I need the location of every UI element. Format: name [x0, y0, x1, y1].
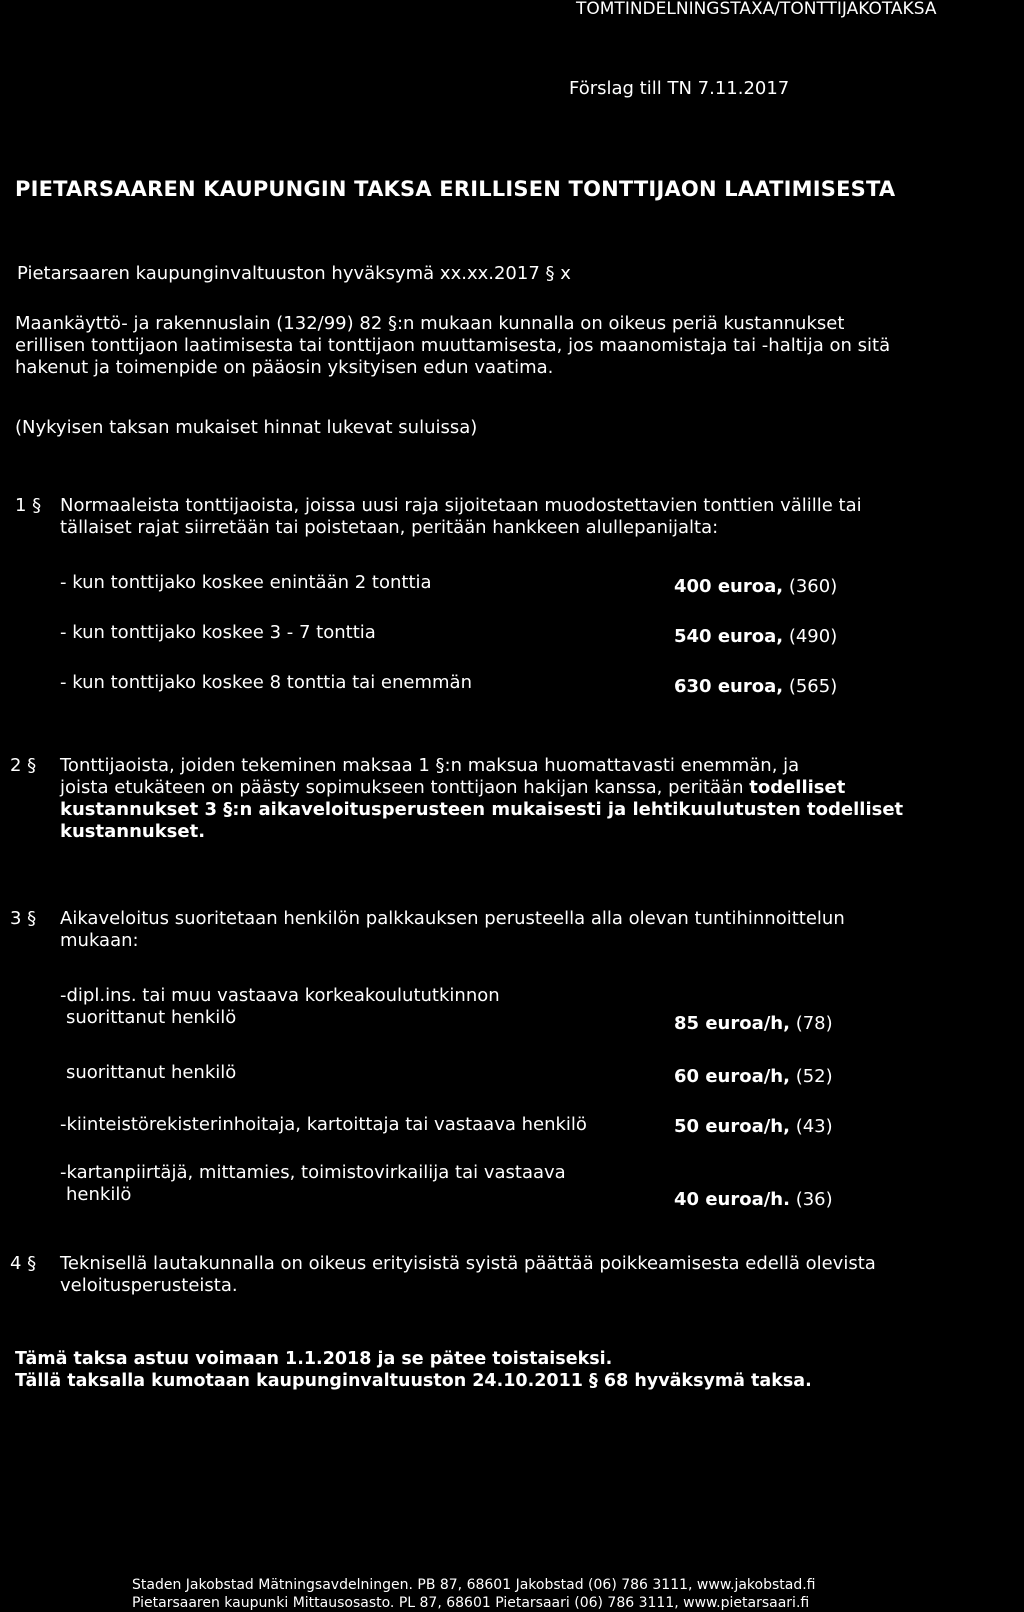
- fee-item-label: - kun tonttijako koskee 8 tonttia tai enemmän: [60, 672, 472, 693]
- fee-item-label: - kun tonttijako koskee 3 - 7 tonttia: [60, 622, 376, 643]
- document-title: PIETARSAAREN KAUPUNGIN TAKSA ERILLISEN TONTTIJAON LAATIMISESTA: [15, 177, 896, 201]
- intro-line-1: Maankäyttö- ja rakennuslain (132/99) 82 §:n mukaan kunnalla on oikeus periä kustannukset: [15, 313, 845, 334]
- rate-item-amount: 85 euroa/h, (78): [674, 1013, 833, 1034]
- footer-swedish: Staden Jakobstad Mätningsavdelningen. PB 87, 68601 Jakobstad (06) 786 3111, www.jakobstad.fi: [132, 1577, 816, 1593]
- section-2-line-1: Tonttijaoista, joiden tekeminen maksaa 1 §:n maksua huomattavasti enemmän, ja: [60, 755, 800, 776]
- section-2-text: [60, 755, 903, 843]
- fee-item-amount: 400 euroa, (360): [674, 576, 838, 597]
- fee-item-amount: 630 euroa, (565): [674, 676, 838, 697]
- section-1-line-2: tällaiset rajat siirretään tai poistetaan, peritään hankkeen alullepanijalta:: [60, 517, 719, 538]
- section-1-line-1: Normaaleista tonttijaoista, joissa uusi raja sijoitetaan muodostettavien tonttien välille tai: [60, 495, 862, 516]
- closing-statement: [15, 1348, 812, 1392]
- section-2-line-2: joista etukäteen on päästy sopimukseen tonttijaon hakijan kanssa, peritään todelliset: [60, 777, 846, 798]
- rate-item-amount: 50 euroa/h, (43): [674, 1116, 833, 1137]
- intro-paragraph: [15, 313, 890, 379]
- section-3-text: [60, 908, 845, 952]
- rate-item-label: -dipl.ins. tai muu vastaava korkeakoulututkinnon suorittanut henkilö: [60, 985, 500, 1028]
- repeal-line: Tällä taksalla kumotaan kaupunginvaltuuston 24.10.2011 § 68 hyväksymä taksa.: [15, 1371, 812, 1391]
- effective-date-line: Tämä taksa astuu voimaan 1.1.2018 ja se pätee toistaiseksi.: [15, 1349, 613, 1369]
- rate-item-label: -kartanpiirtäjä, mittamies, toimistovirkailija tai vastaava henkilö: [60, 1162, 566, 1205]
- section-4-line-1: Teknisellä lautakunnalla on oikeus erityisistä syistä päättää poikkeamisesta edellä olevista: [60, 1253, 876, 1274]
- rate-item-amount: 60 euroa/h, (52): [674, 1066, 833, 1087]
- section-1-number: 1 §: [15, 495, 42, 516]
- price-note: (Nykyisen taksan mukaiset hinnat lukevat suluissa): [15, 417, 478, 438]
- approval-line: Pietarsaaren kaupunginvaltuuston hyväksymä xx.xx.2017 § x: [17, 263, 571, 284]
- intro-line-3: hakenut ja toimenpide on pääosin yksityisen edun vaatima.: [15, 357, 554, 378]
- rate-item-label: -kiinteistörekisterinhoitaja, kartoittaja tai vastaava henkilö: [60, 1114, 587, 1135]
- intro-line-2: erillisen tonttijaon laatimisesta tai tonttijaon muuttamisesta, jos maanomistaja tai -haltija on sitä: [15, 335, 891, 356]
- section-4-line-2: veloitusperusteista.: [60, 1275, 238, 1296]
- section-4-number: 4 §: [10, 1253, 37, 1274]
- fee-item-label: - kun tonttijako koskee enintään 2 tonttia: [60, 572, 432, 593]
- section-2-line-4: kustannukset.: [60, 821, 206, 842]
- section-3-line-1: Aikaveloitus suoritetaan henkilön palkkauksen perusteella alla olevan tuntihinnoittelun: [60, 908, 845, 929]
- section-3-number: 3 §: [10, 908, 37, 929]
- rate-item-amount: 40 euroa/h. (36): [674, 1189, 833, 1210]
- section-3-line-2: mukaan:: [60, 930, 139, 951]
- section-2-number: 2 §: [10, 755, 37, 776]
- document-series-code: TOMTINDELNINGSTAXA/TONTTIJAKOTAKSA: [576, 0, 937, 19]
- rate-item-label: suorittanut henkilö: [66, 1062, 237, 1083]
- section-2-line-3: kustannukset 3 §:n aikaveloitusperusteen mukaisesti ja lehtikuulutusten todelliset: [60, 799, 904, 820]
- section-1-text: [60, 495, 862, 539]
- proposal-date: Förslag till TN 7.11.2017: [569, 78, 790, 99]
- footer-finnish: Pietarsaaren kaupunki Mittausosasto. PL 87, 68601 Pietarsaari (06) 786 3111, www.pietarsaari.fi: [132, 1595, 810, 1611]
- fee-item-amount: 540 euroa, (490): [674, 626, 838, 647]
- section-4-text: [60, 1253, 876, 1297]
